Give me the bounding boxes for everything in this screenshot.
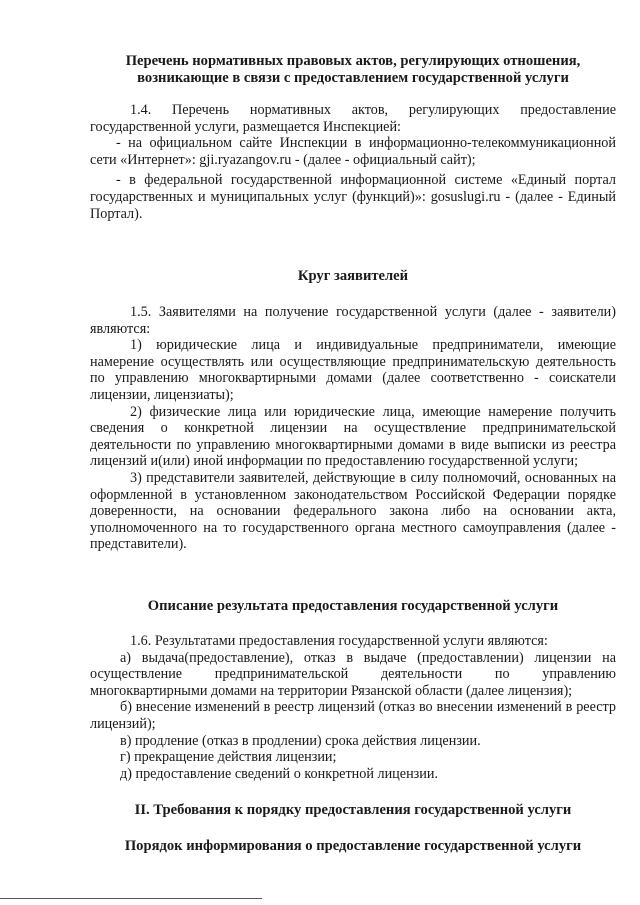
footnote-divider [0,898,262,899]
result-item-a: а) выдача(предоставление), отказ в выдаче (предоставлении) лицензии на осуществление предпринимательской деятельности по управлению многоквартирными домами на территории Рязанской области (далее лицензия); [90,649,616,699]
result-item-b: б) внесение изменений в реестр лицензий (отказ во внесении изменений в реестр лицензий); [90,699,616,732]
paragraph-applicant-2: 2) физические лица или юридические лица, имеющие намерение получить сведения о конкретной лицензии на осуществление предпринимательской деятельности по управлению многоквартирными домами в виде выписки из реестра лицензий и(или) иной информации по предоставлению государственной услуги; [90,403,616,470]
section-heading-informing: Порядок информирования о предоставление государственной услуги [124,838,582,854]
result-item-g: г) прекращение действия лицензии; [120,749,337,766]
paragraph-1-4: 1.4. Перечень нормативных актов, регулирующих предоставление государственной услуги, размещается Инспекцией: [90,102,616,135]
paragraph-unified-portal: - в федеральной государственной информационной системе «Единый портал государственных и муниципальных услуг (функций)»: gosuslugi.ru - (далее - Единый Портал). [90,172,616,222]
paragraph-applicant-1: 1) юридические лица и индивидуальные предприниматели, имеющие намерение осуществлять или осуществляющие предпринимательскую деятельность по управлению многоквартирными домами (далее соответственно - соискатели лицензии, лицензиаты); [90,337,616,403]
paragraph-applicant-3: 3) представители заявителей, действующие в силу полномочий, основанных на оформленной в установленном законодательством Российской Федерации порядке доверенности, на основании федерального закона либо на основании акта, уполномоченного на то государственного органа местного самоуправления (далее - представители). [90,469,616,553]
section-heading-applicants: Круг заявителей [297,268,409,284]
section-heading-legal-acts: Перечень нормативных правовых актов, регулирующих отношения, возникающие в связи с предоставлением государственной услуги [125,53,581,86]
paragraph-1-5: 1.5. Заявителями на получение государственной услуги (далее - заявители) являются: [90,304,616,337]
section-1-5 [90,304,616,553]
section-heading-result: Описание результата предоставления государственной услуги [147,598,559,614]
result-item-v: в) продление (отказ в продлении) срока действия лицензии. [120,732,481,749]
section-heading-requirements: II. Требования к порядку предоставления государственной услуги [134,802,572,818]
section-1-4 [90,102,616,222]
paragraph-official-site: - на официальном сайте Инспекции в информационно-телекоммуникационной сети «Интернет»: gji.ryazangov.ru - (далее - официальный сайт); [90,135,616,168]
paragraph-1-6: 1.6. Результатами предоставления государственной услуги являются: [130,633,548,649]
result-item-d: д) предоставление сведений о конкретной лицензии. [120,765,438,782]
section-1-6 [90,633,616,782]
